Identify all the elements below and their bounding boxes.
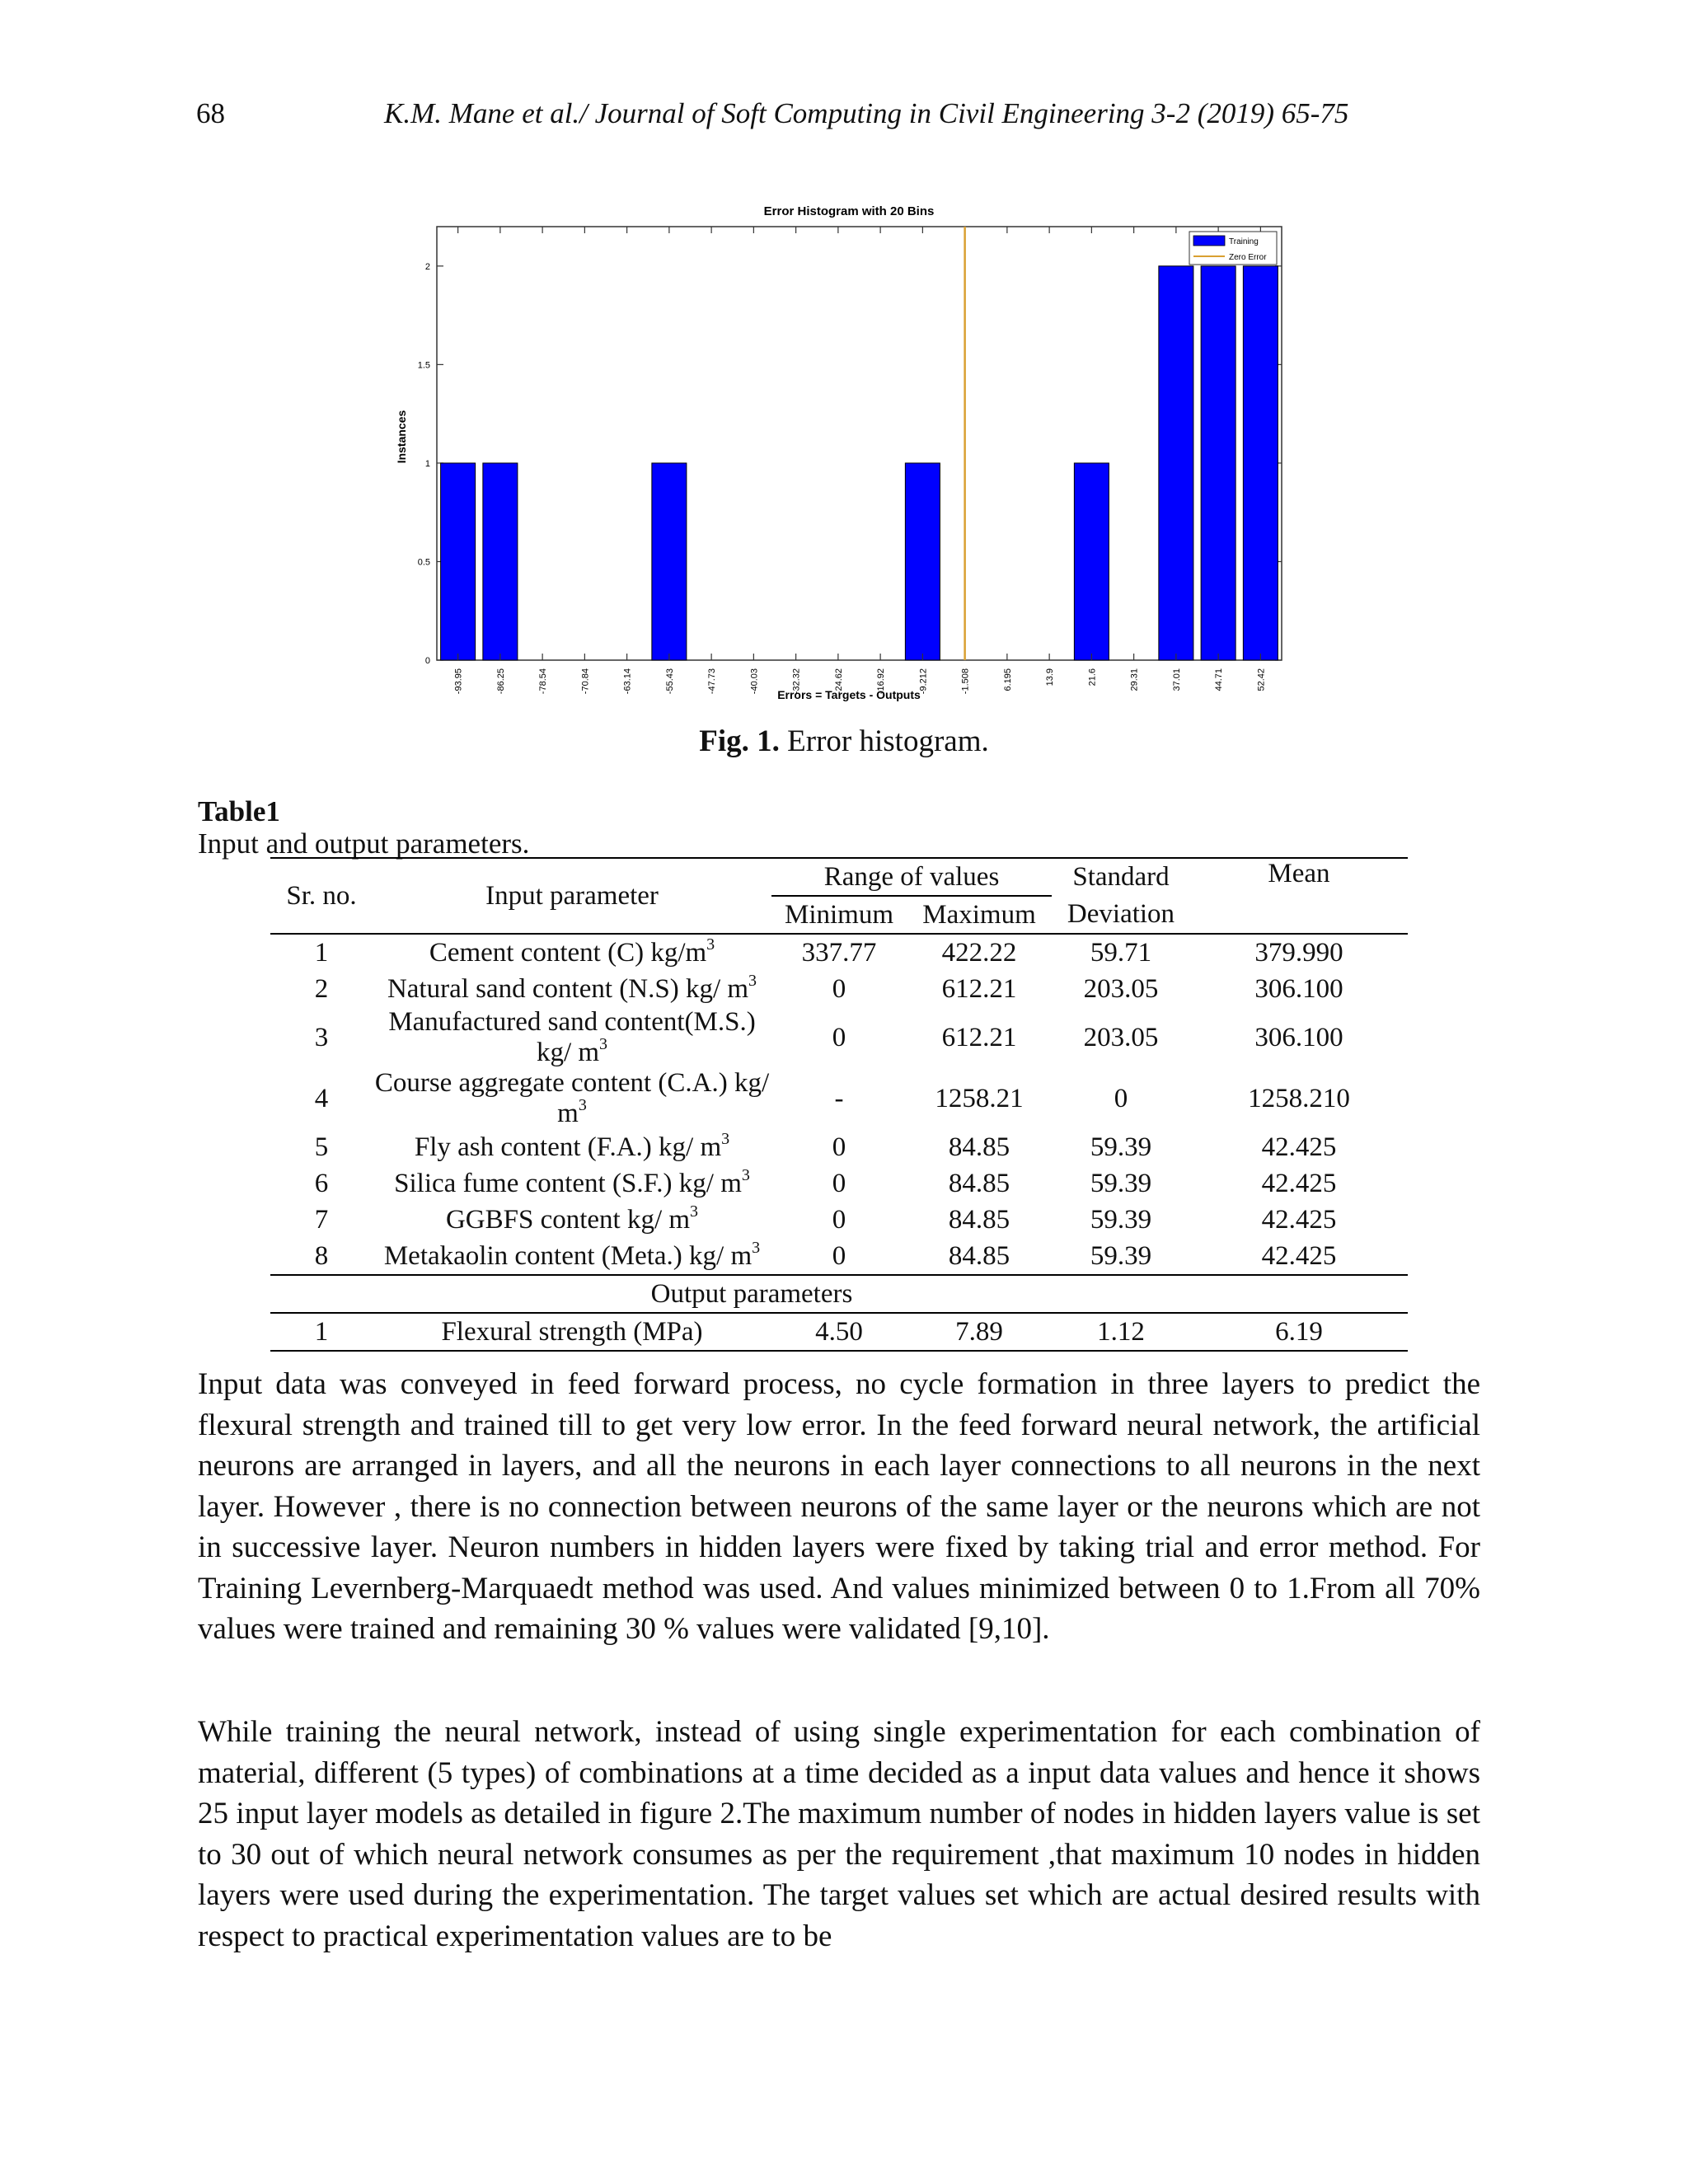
histogram-bar <box>441 463 476 660</box>
header-deviation: Deviation <box>1052 896 1190 934</box>
histogram-bar <box>905 463 940 660</box>
cell-maximum: 84.85 <box>948 1240 1010 1271</box>
cell-sr-no: 4 <box>314 1083 329 1113</box>
cell-mean: 306.100 <box>1254 1022 1343 1052</box>
output-section-text: Output parameters <box>650 1278 853 1309</box>
legend-zero-error-label: Zero Error <box>1229 253 1267 262</box>
header-maximum: Maximum <box>907 896 1052 934</box>
x-tick-label: 29.31 <box>1129 668 1140 691</box>
x-tick-label: -9.212 <box>918 668 929 695</box>
histogram-bar <box>1159 266 1193 660</box>
header-mean-blank <box>1190 896 1408 934</box>
y-tick-label: 1.5 <box>417 360 430 371</box>
error-histogram-figure <box>387 202 1302 729</box>
parameter-text: Manufactured sand content(M.S.) kg/ m <box>388 1007 756 1067</box>
cell-sr-no: 2 <box>314 973 329 1004</box>
x-tick-label: -47.73 <box>707 668 718 695</box>
axes-frame <box>437 227 1282 660</box>
table-row <box>270 1238 1408 1275</box>
x-tick-label: -24.62 <box>833 668 844 695</box>
parameter-text: Fly ash content (F.A.) kg/ m <box>414 1132 722 1162</box>
x-tick-label: -86.25 <box>495 668 506 695</box>
header-standard: Standard <box>1052 858 1190 896</box>
parameter-text: Metakaolin content (Meta.) kg/ m <box>383 1240 753 1271</box>
unit-exponent: 3 <box>721 1129 730 1148</box>
figure-caption-text: Error histogram. <box>779 724 989 758</box>
cell-std-dev: 203.05 <box>1083 973 1159 1004</box>
cell-sr-no: 5 <box>314 1132 329 1162</box>
figure-caption <box>0 724 1688 759</box>
table-body <box>270 934 1408 1275</box>
cell-std-dev: 59.39 <box>1090 1204 1152 1235</box>
histogram-bar <box>652 463 687 660</box>
header-sr-no: Sr. no. <box>270 858 373 934</box>
table-subtitle: Input and output parameters. <box>198 827 530 860</box>
cell-maximum: 612.21 <box>941 1022 1017 1052</box>
cell-minimum: 0 <box>832 973 846 1004</box>
y-tick-label: 0.5 <box>417 557 430 568</box>
cell-parameter <box>373 971 771 1007</box>
x-tick-label: -63.14 <box>622 668 633 695</box>
unit-exponent: 3 <box>706 935 715 954</box>
cell-minimum: 0 <box>832 1168 846 1198</box>
cell-minimum: 0 <box>832 1240 846 1271</box>
y-tick-label: 2 <box>424 261 430 272</box>
cell-parameter <box>373 1129 771 1165</box>
x-tick-label: 44.71 <box>1214 668 1225 691</box>
cell-sr-no: 1 <box>314 937 329 968</box>
x-tick-label: -93.95 <box>453 668 464 695</box>
header-range-of-values: Range of values <box>771 858 1052 896</box>
cell-sr-no: 8 <box>314 1240 329 1271</box>
cell-minimum: - <box>834 1083 844 1113</box>
unit-exponent: 3 <box>599 1035 608 1053</box>
x-tick-label: -78.54 <box>538 668 549 695</box>
parameter-text: Cement content (C) kg/m <box>429 937 707 968</box>
cell-std-dev: 59.39 <box>1090 1240 1152 1271</box>
cell-std-dev: 59.39 <box>1090 1168 1152 1198</box>
x-tick-label: 21.6 <box>1087 668 1098 687</box>
cell-minimum: 0 <box>832 1022 846 1052</box>
histogram-bar <box>1243 266 1278 660</box>
histogram-bar <box>1074 463 1109 660</box>
x-tick-label: 13.9 <box>1045 668 1056 687</box>
unit-exponent: 3 <box>752 1238 761 1257</box>
cell-parameter <box>373 1238 771 1275</box>
output-row <box>270 1313 1408 1351</box>
x-tick-label: 52.42 <box>1256 668 1267 691</box>
cell-mean: 1258.210 <box>1248 1083 1350 1113</box>
plot-area <box>418 227 1282 694</box>
journal-reference: K.M. Mane et al./ Journal of Soft Computing in Civil Engineering 3-2 (2019) 65-75 <box>384 97 1349 129</box>
table-title: Table1 <box>198 795 280 827</box>
header-minimum: Minimum <box>771 896 907 934</box>
unit-exponent: 3 <box>690 1202 699 1221</box>
histogram-bar <box>1201 266 1236 660</box>
parameter-text: Natural sand content (N.S) kg/ m <box>387 973 749 1004</box>
y-tick-label: 0 <box>424 656 430 666</box>
body-paragraph-2: While training the neural network, instead of using single experimentation for each combination of material, different (5 types) of combinations at a time decided as a input data values and hence it shows 25 input layer models as detailed in figure 2.The maximum number of nodes in hidden layers value is set to 30 out of which neural network consumes as per the requirement ,that maximum 10 nodes in hidden layers were used during the experimentation. The target values set which are actual desired results with respect to practical experimentation values are to be <box>198 1715 1480 1953</box>
table-row <box>270 1068 1408 1129</box>
table-row <box>270 1129 1408 1165</box>
cell-minimum: 0 <box>832 1204 846 1235</box>
cell-parameter <box>373 1068 771 1129</box>
parameters-table <box>270 857 1408 1352</box>
table-row <box>270 934 1408 971</box>
body-paragraph-1: Input data was conveyed in feed forward process, no cycle formation in three layers to predict the flexural strength and trained till to get very low error. In the feed forward neural network, the artificial neurons are arranged in layers, and all the neurons in each layer connections to all neurons in the next layer. However , there is no connection between neurons of the same layer or the neurons which are not in successive layer. Neuron numbers in hidden layers were fixed by taking trial and error method. For Training Levernberg-Marquaedt method was used. And values minimized between 0 to 1.From all 70% values were trained and remaining 30 % values were validated [9,10]. <box>198 1367 1480 1646</box>
output-section-blank <box>1190 1275 1408 1313</box>
cell-sr-no: 6 <box>314 1168 329 1198</box>
cell-parameter <box>373 934 771 971</box>
cell-mean: 6.19 <box>1190 1313 1408 1351</box>
unit-exponent: 3 <box>748 971 757 990</box>
unit-exponent: 3 <box>578 1096 587 1114</box>
cell-std-dev: 203.05 <box>1083 1022 1159 1052</box>
cell-parameter <box>373 1202 771 1238</box>
parameter-text: Silica fume content (S.F.) kg/ m <box>394 1168 742 1198</box>
header-input-parameter: Input parameter <box>373 858 771 934</box>
x-tick-label: -70.84 <box>580 668 591 695</box>
cell-mean: 42.425 <box>1261 1132 1337 1162</box>
cell-maximum: 1258.21 <box>935 1083 1024 1113</box>
unit-exponent: 3 <box>741 1165 750 1184</box>
x-axis-label: Errors = Targets - Outputs <box>777 688 921 701</box>
cell-sr-no: 3 <box>314 1022 329 1052</box>
table-row <box>270 1007 1408 1068</box>
cell-maximum: 7.89 <box>907 1313 1052 1351</box>
parameter-text: GGBFS content kg/ m <box>445 1204 691 1235</box>
x-tick-label: -1.508 <box>960 668 971 695</box>
chart-title: Error Histogram with 20 Bins <box>763 204 935 218</box>
page-header <box>196 97 1498 138</box>
histogram-bar <box>483 463 518 660</box>
y-tick-label: 1 <box>424 458 430 469</box>
parameter-text: Course aggregate content (C.A.) kg/ m <box>374 1068 770 1128</box>
cell-std-dev: 59.39 <box>1090 1132 1152 1162</box>
cell-sr-no: 1 <box>270 1313 373 1351</box>
cell-maximum: 612.21 <box>941 973 1017 1004</box>
output-section-label <box>270 1275 1052 1313</box>
header-mean: Mean <box>1190 858 1408 896</box>
cell-maximum: 84.85 <box>948 1168 1010 1198</box>
cell-sr-no: 7 <box>314 1204 329 1235</box>
table-row <box>270 971 1408 1007</box>
cell-mean: 379.990 <box>1254 937 1343 968</box>
table-row <box>270 1165 1408 1202</box>
cell-mean: 306.100 <box>1254 973 1343 1004</box>
x-tick-label: -55.43 <box>664 668 675 695</box>
y-axis-label: Instances <box>395 410 408 464</box>
cell-std-dev: 59.71 <box>1090 937 1152 968</box>
cell-parameter <box>373 1007 771 1068</box>
cell-mean: 42.425 <box>1261 1204 1337 1235</box>
cell-mean: 42.425 <box>1261 1168 1337 1198</box>
cell-std-dev: 0 <box>1114 1083 1128 1113</box>
cell-maximum: 84.85 <box>948 1204 1010 1235</box>
legend-training-label: Training <box>1229 237 1259 246</box>
cell-parameter <box>373 1165 771 1202</box>
cell-parameter: Flexural strength (MPa) <box>373 1313 771 1351</box>
x-tick-label: -16.92 <box>876 668 887 695</box>
page-number: 68 <box>196 97 225 129</box>
table-row <box>270 1202 1408 1238</box>
output-section-blank <box>1052 1275 1190 1313</box>
cell-std-dev: 1.12 <box>1052 1313 1190 1351</box>
legend-training-swatch <box>1193 236 1225 246</box>
x-tick-label: 6.195 <box>1002 668 1013 691</box>
x-tick-label: -40.03 <box>749 668 760 695</box>
error-histogram-chart <box>387 202 1302 729</box>
cell-minimum: 4.50 <box>771 1313 907 1351</box>
cell-maximum: 422.22 <box>941 937 1017 968</box>
cell-minimum: 337.77 <box>801 937 877 968</box>
x-tick-label: -32.32 <box>791 668 802 695</box>
cell-minimum: 0 <box>832 1132 846 1162</box>
x-tick-label: 37.01 <box>1171 668 1182 691</box>
figure-caption-label: Fig. 1. <box>699 724 780 758</box>
cell-mean: 42.425 <box>1261 1240 1337 1271</box>
cell-maximum: 84.85 <box>948 1132 1010 1162</box>
